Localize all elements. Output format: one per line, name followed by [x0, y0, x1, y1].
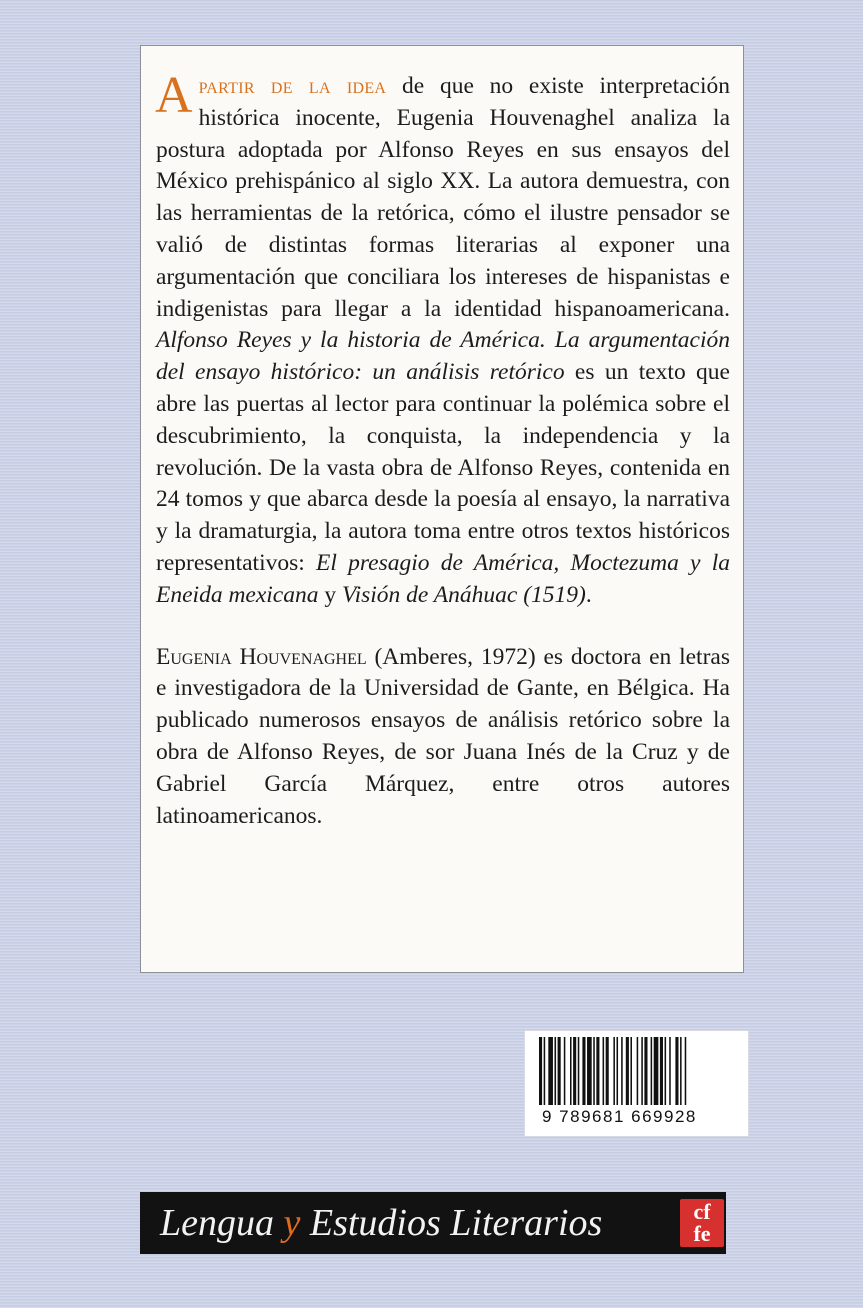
barcode-bars	[539, 1037, 737, 1107]
barcode	[524, 1030, 749, 1137]
description-paragraph	[155, 67, 731, 612]
series-word-1: Lengua	[160, 1202, 284, 1244]
period: .	[585, 581, 592, 608]
series-word-2: Estudios Literarios	[300, 1202, 603, 1244]
author-name: Eugenia Houvenaghel	[156, 643, 367, 670]
cover-text	[155, 67, 731, 856]
bio-text: (Amberes, 1972) es doctora en letras e investigadora de la Universidad de Gante, en Bélgica. Ha publicado numerosos ensayos de análisis retórico sobre la obra de Alfonso Reyes, de sor Juana Inés de la Cruz y de Gabriel García Márquez, entre otros autores latinoamericanos.	[156, 643, 730, 829]
description-part-1: de que no existe interpretación histórica inocente, Eugenia Houvenaghel analiza la postura adoptada por Alfonso Reyes en sus ensayos del México prehispánico al siglo XX. La autora demuestra, con las herramientas de la retórica, cómo el ilustre pensador se valió de distintas formas literarias al exponer una argumentación que conciliara los intereses de hispanistas e indigenistas para llegar a la identidad hispanoamericana.	[156, 73, 730, 322]
fce-logo-icon: cf fe	[680, 1199, 724, 1247]
back-cover-panel	[140, 45, 744, 973]
work-title-1: El presagio de América, Moctezuma y la Eneida mexicana	[156, 549, 731, 608]
isbn-number: 9 789681 669928	[542, 1107, 697, 1126]
conjunction: y	[318, 581, 342, 608]
author-bio	[156, 642, 730, 833]
work-title-2: Visión de Anáhuac (1519)	[341, 581, 586, 608]
drop-cap: A	[155, 67, 193, 124]
book-title: Alfonso Reyes y la historia de América. La argumentación del ensayo histórico: un análisis retórico	[156, 327, 730, 386]
series-title-band	[140, 1192, 726, 1254]
description-part-2: es un texto que abre las puertas al lector para continuar la polémica sobre el descubrimiento, la conquista, la independencia y la revolución. De la vasta obra de Alfonso Reyes, contenida en 24 tomos y que abarca desde la poesía al ensayo, la narrativa y la dramaturgia, la autora toma entre otros textos históricos representativos:	[156, 359, 730, 576]
series-conjunction: y	[283, 1202, 301, 1244]
lead-in: partir de la idea	[198, 73, 387, 99]
